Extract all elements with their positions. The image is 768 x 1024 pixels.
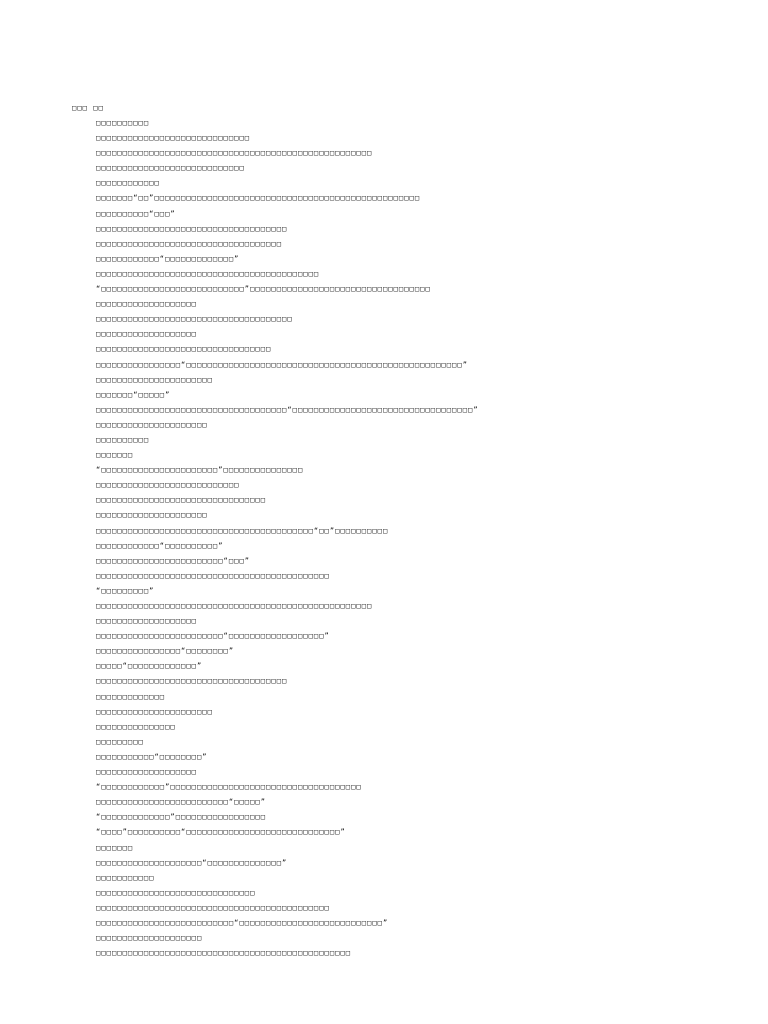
text-line: □□□□□□□□□□□□□□□□□□□□□□ — [96, 375, 213, 384]
text-line: □□□□□□□ — [96, 843, 134, 852]
text-line: □□□□□□□□□□□□□□□□□□□□□ — [96, 420, 208, 429]
text-line: □□□□□□□□□□□□□□□□□□□□□□□□□□□□□□□□□□□□□□□□□□ — [96, 269, 320, 278]
text-line: □□□□□□□□□□□□□□□□□□□□ — [96, 934, 203, 943]
text-line: □□□□□□□□□□□□□□□□□□□□□□□□□□□ — [96, 481, 240, 490]
text-line: □□□□□□□□□ — [96, 737, 144, 746]
text-line: □□□□□□□□□□□□□□□□□□□ — [96, 300, 197, 309]
text-line: □□□□□□□□□□□□ — [96, 179, 160, 188]
text-line: □□□□□□□□□□□□□□□□□□□□□□□□□□□□□□□□□□□□ — [96, 677, 288, 686]
text-line: □□□□□□□□□□□□□□□□□□□□□□ — [96, 707, 213, 716]
text-line: □□□□□□□□□□□□□□□□□□□□□□□□□□□□□□□□□□□□□□□□□□□□□□□□ — [96, 949, 352, 958]
text-line: □□□□□□□□□□□□□□□□□□□□“□□□□□□□□□□□□□□” — [96, 858, 288, 867]
document-heading: □□□ □□ — [72, 104, 104, 112]
text-line: □□□□□□□□□□□□□□□□□□□□□□□□□□□□□□□□□□□□□ — [96, 315, 293, 324]
text-line: “□□□□□□□□□□□□□□□□□□□□□□”□□□□□□□□□□□□□□□ — [96, 466, 304, 475]
text-line: □□□□□□□□□□□□□□□□□□□□□□□□□□□□□□□□□□□□ — [96, 224, 288, 233]
text-line: □□□□□□□□□□□□□□□□□□□ — [96, 617, 197, 626]
text-line: □□□□□□□□□□□□□□□□□□□ — [96, 330, 197, 339]
text-line: □□□□□□□ — [96, 451, 134, 460]
text-line: □□□□□□□□□□□□□□□□“□□□□□□□□□□□□□□□□□□□□□□□□□□□□□□□□□□□□□□□□□□□□□□□□□□□□” — [96, 360, 469, 369]
text-line: □□□□□□□□□□□□□□□□□□□□□□□□□□□□□□□□□ — [96, 345, 272, 354]
text-line: □□□□□□□□□□“□□□” — [96, 209, 176, 218]
text-line: □□□□□□□□□□□□□□□□□□□□□ — [96, 511, 208, 520]
text-line: □□□□□“□□□□□□□□□□□□□” — [96, 662, 203, 671]
text-line: □□□□□□□□□□□□□□□□□□□□□□□□□□□□□□□□□□□□□□□□□□□□ — [96, 571, 330, 580]
text-line: “□□□□□□□□□□□□□”□□□□□□□□□□□□□□□□□ — [96, 813, 267, 822]
text-line: □□□□□□□□□□□□□ — [96, 692, 166, 701]
text-line: □□□□□□□□□□□□□□□□□□□□□□□□□□□□□ — [96, 134, 251, 143]
text-line: “□□□□□□□□□” — [96, 586, 155, 595]
text-line: □□□□□□□□□□□□□□□□□□□□□□□□□□□□□□□□□□□□□□□□□□□□□□□□□□□□ — [96, 149, 373, 158]
text-line: □□□□□□□□□□□□□□□□□□□□□□□□□□□□□□□□ — [96, 496, 267, 505]
text-line: □□□□□□□□□□□□□□□□□□□□□□□□□□“□□□□□□□□□□□□□□□□□□□□□□□□□□□” — [96, 918, 389, 927]
text-line: □□□□□□□“□□□□□” — [96, 390, 171, 399]
text-line: □□□□□□□□□□□□□□□□□□□□□□□□□□□□□□□□□□□□□□□□□“□□”□□□□□□□□□□ — [96, 526, 389, 535]
text-line: □□□□□□□□□□□□□□□□□□□□□□□□□“□□□□□” — [96, 798, 267, 807]
text-line: □□□□□□□□□□□□□□□□□□□□□□□□□□□□□□□□□□□□□□□□□□□□ — [96, 903, 330, 912]
text-line: □□□□□□□□□□□□□□□□□□□□□□□□“□□□” — [96, 556, 251, 565]
text-line: □□□□□□□□□□□□□□□□□□□□□□□□“□□□□□□□□□□□□□□□□□□” — [96, 632, 330, 641]
text-line: □□□□□□□□□□□□□□□□□□□□□□□□□□□□□□□□□□□□“□□□□□□□□□□□□□□□□□□□□□□□□□□□□□□□□□□” — [96, 405, 479, 414]
text-line: □□□□□□□□□□□□□□□ — [96, 722, 176, 731]
text-line: □□□□□□□□□□ — [96, 119, 150, 127]
text-line: □□□□□□□□□□□ — [96, 873, 155, 882]
text-line: □□□□□□□□□□□□□□□□□□□□□□□□□□□□ — [96, 164, 245, 173]
text-line: □□□□□□□□□□□□□□□□□□□□□□□□□□□□□□□□□□□ — [96, 239, 283, 248]
text-line: □□□□□□□□□□□□□□□□“□□□□□□□□” — [96, 647, 235, 656]
text-line: □□□□□□□□□□□“□□□□□□□□” — [96, 752, 208, 761]
text-line: □□□□□□□□□□ — [96, 435, 150, 444]
text-line: “□□□□□□□□□□□□”□□□□□□□□□□□□□□□□□□□□□□□□□□□□□□□□□□□□ — [96, 783, 362, 792]
text-line: □□□□□□□□□□□□“□□□□□□□□□□□□□” — [96, 254, 240, 263]
text-line: □□□□□□□“□□”□□□□□□□□□□□□□□□□□□□□□□□□□□□□□□□□□□□□□□□□□□□□□□□□□□ — [96, 194, 421, 203]
text-line: □□□□□□□□□□□□□□□□□□□□□□□□□□□□□□□□□□□□□□□□□□□□□□□□□□□□ — [96, 602, 373, 610]
text-line: “□□□□”□□□□□□□□□□“□□□□□□□□□□□□□□□□□□□□□□□□□□□□□” — [96, 828, 346, 837]
text-line: □□□□□□□□□□□□□□□□□□□□□□□□□□□□□□ — [96, 888, 256, 897]
text-line: “□□□□□□□□□□□□□□□□□□□□□□□□□□□”□□□□□□□□□□□□□□□□□□□□□□□□□□□□□□□□□□ — [96, 285, 431, 294]
document-body — [96, 116, 756, 961]
text-line: □□□□□□□□□□□□“□□□□□□□□□□” — [96, 541, 224, 550]
text-line: □□□□□□□□□□□□□□□□□□□ — [96, 768, 197, 777]
